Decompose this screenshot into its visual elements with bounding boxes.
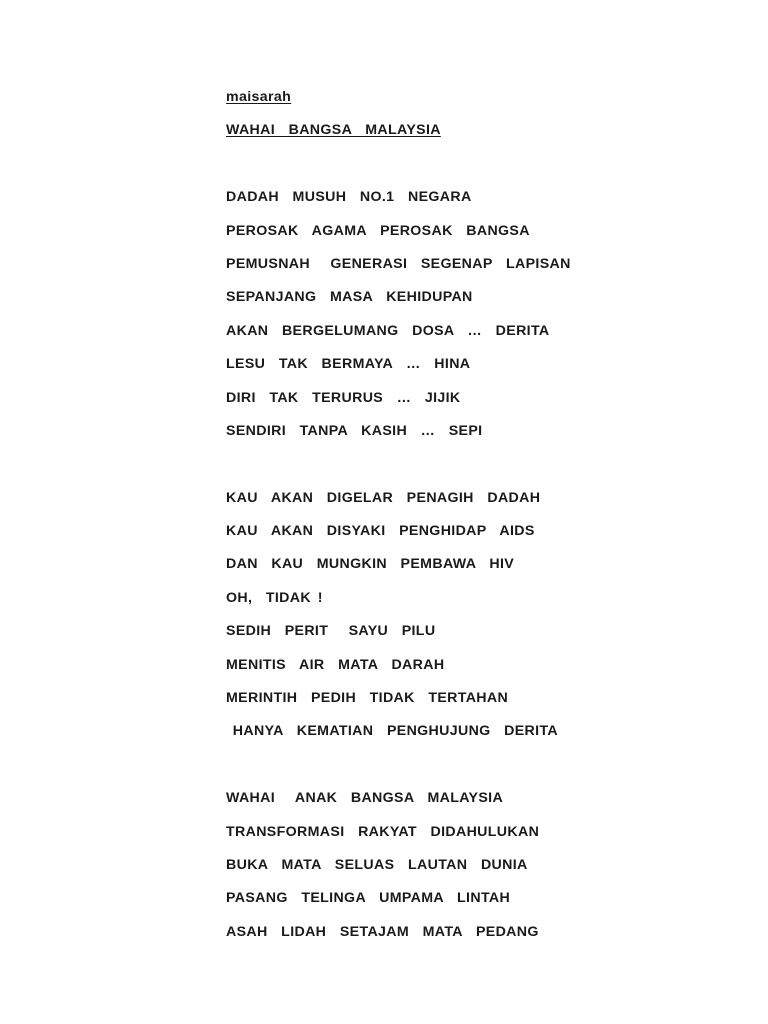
poem-line: SEPANJANG MASA KEHIDUPAN <box>226 289 473 306</box>
poem-line: DAN KAU MUNGKIN PEMBAWA HIV <box>226 556 515 573</box>
poem-line: PEROSAK AGAMA PEROSAK BANGSA <box>226 222 530 239</box>
stanza-2 <box>226 490 746 757</box>
poem-line: KAU AKAN DISYAKI PENGHIDAP AIDS <box>226 523 535 540</box>
poem-line: SEDIH PERIT SAYU PILU <box>226 623 436 640</box>
poem-line: PASANG TELINGA UMPAMA LINTAH <box>226 890 511 907</box>
poem-line: WAHAI ANAK BANGSA MALAYSIA <box>226 790 504 807</box>
poem-line: AKAN BERGELUMANG DOSA … DERITA <box>226 322 550 339</box>
poem-line: TRANSFORMASI RAKYAT DIDAHULUKAN <box>226 823 540 840</box>
stanza-gap <box>226 456 746 489</box>
stanza-1 <box>226 189 746 456</box>
poem-body <box>226 89 746 957</box>
poem-line: DIRI TAK TERURUS … JIJIK <box>226 389 461 406</box>
poem-line: BUKA MATA SELUAS LAUTAN DUNIA <box>226 856 528 873</box>
poem-line: ASAH LIDAH SETAJAM MATA PEDANG <box>226 923 539 940</box>
stanza-3 <box>226 790 746 957</box>
poem-author: maisarah <box>226 89 292 105</box>
poem-line: HANYA KEMATIAN PENGHUJUNG DERITA <box>226 723 558 740</box>
poem-line: DADAH MUSUH NO.1 NEGARA <box>226 189 472 206</box>
poem-title: WAHAI BANGSA MALAYSIA <box>226 122 441 139</box>
poem-line: KAU AKAN DIGELAR PENAGIH DADAH <box>226 489 541 506</box>
poem-line: MERINTIH PEDIH TIDAK TERTAHAN <box>226 690 509 707</box>
stanza-gap <box>226 757 746 790</box>
stanza-gap <box>226 156 746 189</box>
poem-line: SENDIRI TANPA KASIH … SEPI <box>226 422 483 439</box>
poem-line: OH, TIDAK ! <box>226 589 323 606</box>
poem-line: MENITIS AIR MATA DARAH <box>226 656 445 673</box>
poem-line: LESU TAK BERMAYA … HINA <box>226 356 471 373</box>
poem-line: PEMUSNAH GENERASI SEGENAP LAPISAN <box>226 255 571 272</box>
